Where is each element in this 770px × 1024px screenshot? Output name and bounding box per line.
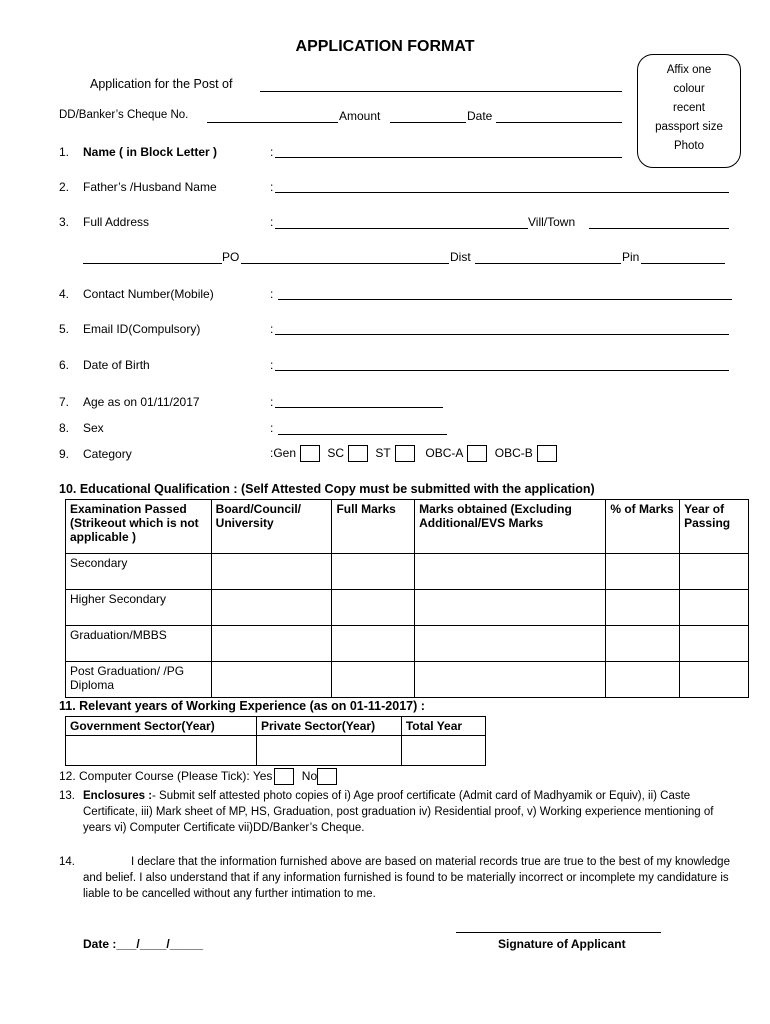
colon: : (270, 358, 274, 372)
category-st-checkbox[interactable] (395, 445, 415, 462)
vill-label: Vill/Town (528, 215, 576, 229)
table-cell[interactable] (332, 590, 415, 626)
field-num: 1. (59, 145, 70, 159)
education-header-row (66, 500, 749, 554)
computer-yes-checkbox[interactable] (274, 768, 294, 785)
colon: : (270, 180, 274, 194)
amount-label: Amount (339, 109, 381, 123)
colon: : (270, 145, 274, 159)
field-num: 6. (59, 358, 70, 372)
post-field[interactable] (260, 91, 622, 92)
enclosures-text: - Submit self attested photo copies of i) Age proof certificate (Admit card of Madhyamik or Equiv), ii) Caste Certificate, iii) Mark sheet of MP, HS, Graduation, post graduation iv) Residential proof, v) Working experience mentioning of years vi) Computer Certificate vii)DD/Banker’s Cheque. (83, 790, 714, 834)
enclosures (83, 788, 743, 836)
colon: : (270, 395, 274, 409)
dd-field[interactable] (207, 122, 338, 123)
category-sc-checkbox[interactable] (348, 445, 368, 462)
date-field[interactable] (496, 122, 622, 123)
col-header: Private Sector(Year) (257, 717, 402, 736)
po-label: PO (222, 250, 240, 264)
field-num: 4. (59, 287, 70, 301)
computer-no-checkbox[interactable] (317, 768, 337, 785)
age-label: Age as on 01/11/2017 (83, 395, 200, 409)
photo-line: colour (673, 83, 705, 95)
dist-field[interactable] (475, 263, 621, 264)
table-cell[interactable] (211, 554, 332, 590)
photo-line: Affix one (666, 64, 712, 76)
sex-label: Sex (83, 421, 104, 435)
table-cell[interactable] (415, 554, 606, 590)
photo-line: passport size (655, 121, 723, 133)
colon: : (270, 215, 274, 229)
table-cell[interactable] (606, 662, 680, 698)
computer-course (59, 767, 341, 785)
age-field[interactable] (275, 407, 443, 408)
post-label: Application for the Post of (90, 77, 233, 91)
po-field[interactable] (241, 263, 449, 264)
col-header: Marks obtained (Excluding Additional/EVS Marks (415, 500, 606, 554)
category-gen-checkbox[interactable] (300, 445, 320, 462)
col-header: Government Sector(Year) (66, 717, 257, 736)
table-cell[interactable] (680, 626, 749, 662)
vill-field[interactable] (589, 228, 729, 229)
father-label: Father’s /Husband Name (83, 180, 217, 194)
category-options (270, 443, 561, 463)
category-gen-label: :Gen (270, 446, 297, 460)
dist-label: Dist (450, 250, 471, 264)
category-obca-checkbox[interactable] (467, 445, 487, 462)
photo-line: Photo (673, 140, 705, 152)
category-obcb-label: OBC-B (494, 446, 533, 460)
signature-label: Signature of Applicant (498, 937, 626, 951)
table-cell[interactable] (66, 736, 257, 766)
table-row (66, 662, 749, 698)
table-cell[interactable] (415, 662, 606, 698)
contact-label: Contact Number(Mobile) (83, 287, 214, 301)
page-title: APPLICATION FORMAT (295, 38, 475, 55)
row-label: Secondary (66, 554, 212, 590)
table-cell[interactable] (606, 626, 680, 662)
experience-heading: 11. Relevant years of Working Experience (as on 01-11-2017) : (59, 699, 425, 713)
photo-line: recent (673, 102, 705, 114)
table-cell[interactable] (680, 662, 749, 698)
table-cell[interactable] (257, 736, 402, 766)
category-obca-label: OBC-A (425, 446, 464, 460)
col-header: % of Marks (606, 500, 680, 554)
table-cell[interactable] (606, 554, 680, 590)
category-obcb-checkbox[interactable] (537, 445, 557, 462)
col-header: Examination Passed (Strikeout which is not applicable ) (66, 500, 212, 554)
colon: : (270, 287, 274, 301)
category-st-label: ST (375, 446, 391, 460)
table-cell[interactable] (415, 626, 606, 662)
field-num: 5. (59, 322, 70, 336)
amount-field[interactable] (390, 122, 466, 123)
name-label: Name ( in Block Letter ) (83, 145, 218, 159)
experience-table (65, 716, 486, 766)
field-num: 8. (59, 421, 70, 435)
pin-field[interactable] (641, 263, 725, 264)
table-cell[interactable] (332, 554, 415, 590)
table-cell[interactable] (606, 590, 680, 626)
enclosures-label: Enclosures : (83, 790, 153, 802)
row-label: Post Graduation/ /PG Diploma (66, 662, 212, 698)
experience-header-row (66, 717, 486, 736)
education-table (65, 499, 749, 698)
col-header: Board/Council/ University (211, 500, 332, 554)
address-label: Full Address (83, 215, 150, 229)
table-cell[interactable] (401, 736, 485, 766)
field-num: 2. (59, 180, 70, 194)
table-cell[interactable] (415, 590, 606, 626)
email-label: Email ID(Compulsory) (83, 322, 201, 336)
field-num: 7. (59, 395, 70, 409)
table-cell[interactable] (211, 626, 332, 662)
address-field[interactable] (275, 228, 528, 229)
table-cell[interactable] (680, 554, 749, 590)
father-field[interactable] (275, 192, 729, 193)
address-line-field[interactable] (83, 263, 222, 264)
col-header: Total Year (401, 717, 485, 736)
email-field[interactable] (275, 334, 729, 335)
education-heading: 10. Educational Qualification : (Self Attested Copy must be submitted with the application) (59, 482, 595, 496)
name-field[interactable] (275, 157, 622, 158)
contact-field[interactable] (278, 299, 732, 300)
declaration-text: I declare that the information furnished above are based on material records true are true to the best of my knowledge and belief. I also understand that if any information furnished is found to be materially incorrect or incomplete my candidature is liable to be cancelled without any further intimation to me. (83, 856, 730, 900)
field-num: 9. (59, 447, 70, 461)
pin-label: Pin (622, 250, 640, 264)
table-cell[interactable] (211, 662, 332, 698)
signature-line[interactable] (456, 932, 661, 933)
enclosures-num: 13. (59, 790, 75, 802)
table-cell[interactable] (332, 662, 415, 698)
sex-field[interactable] (278, 434, 447, 435)
computer-label: 12. Computer Course (Please Tick): Yes (59, 769, 273, 783)
category-label: Category (83, 447, 132, 461)
table-row (66, 626, 749, 662)
date-footer: Date :___/____/_____ (83, 937, 204, 951)
dob-field[interactable] (275, 370, 729, 371)
colon: : (270, 421, 274, 435)
table-cell[interactable] (211, 590, 332, 626)
table-cell[interactable] (332, 626, 415, 662)
table-row (66, 590, 749, 626)
photo-box (637, 54, 741, 168)
date-label: Date (467, 109, 493, 123)
computer-no-label: No (301, 769, 318, 783)
col-header: Year of Passing (680, 500, 749, 554)
field-num: 3. (59, 215, 70, 229)
declaration-num: 14. (59, 856, 75, 868)
table-cell[interactable] (680, 590, 749, 626)
row-label: Higher Secondary (66, 590, 212, 626)
dob-label: Date of Birth (83, 358, 150, 372)
col-header: Full Marks (332, 500, 415, 554)
table-row (66, 554, 749, 590)
table-row (66, 736, 486, 766)
colon: : (270, 322, 274, 336)
category-sc-label: SC (327, 446, 345, 460)
row-label: Graduation/MBBS (66, 626, 212, 662)
dd-label: DD/Banker’s Cheque No. (59, 109, 189, 121)
